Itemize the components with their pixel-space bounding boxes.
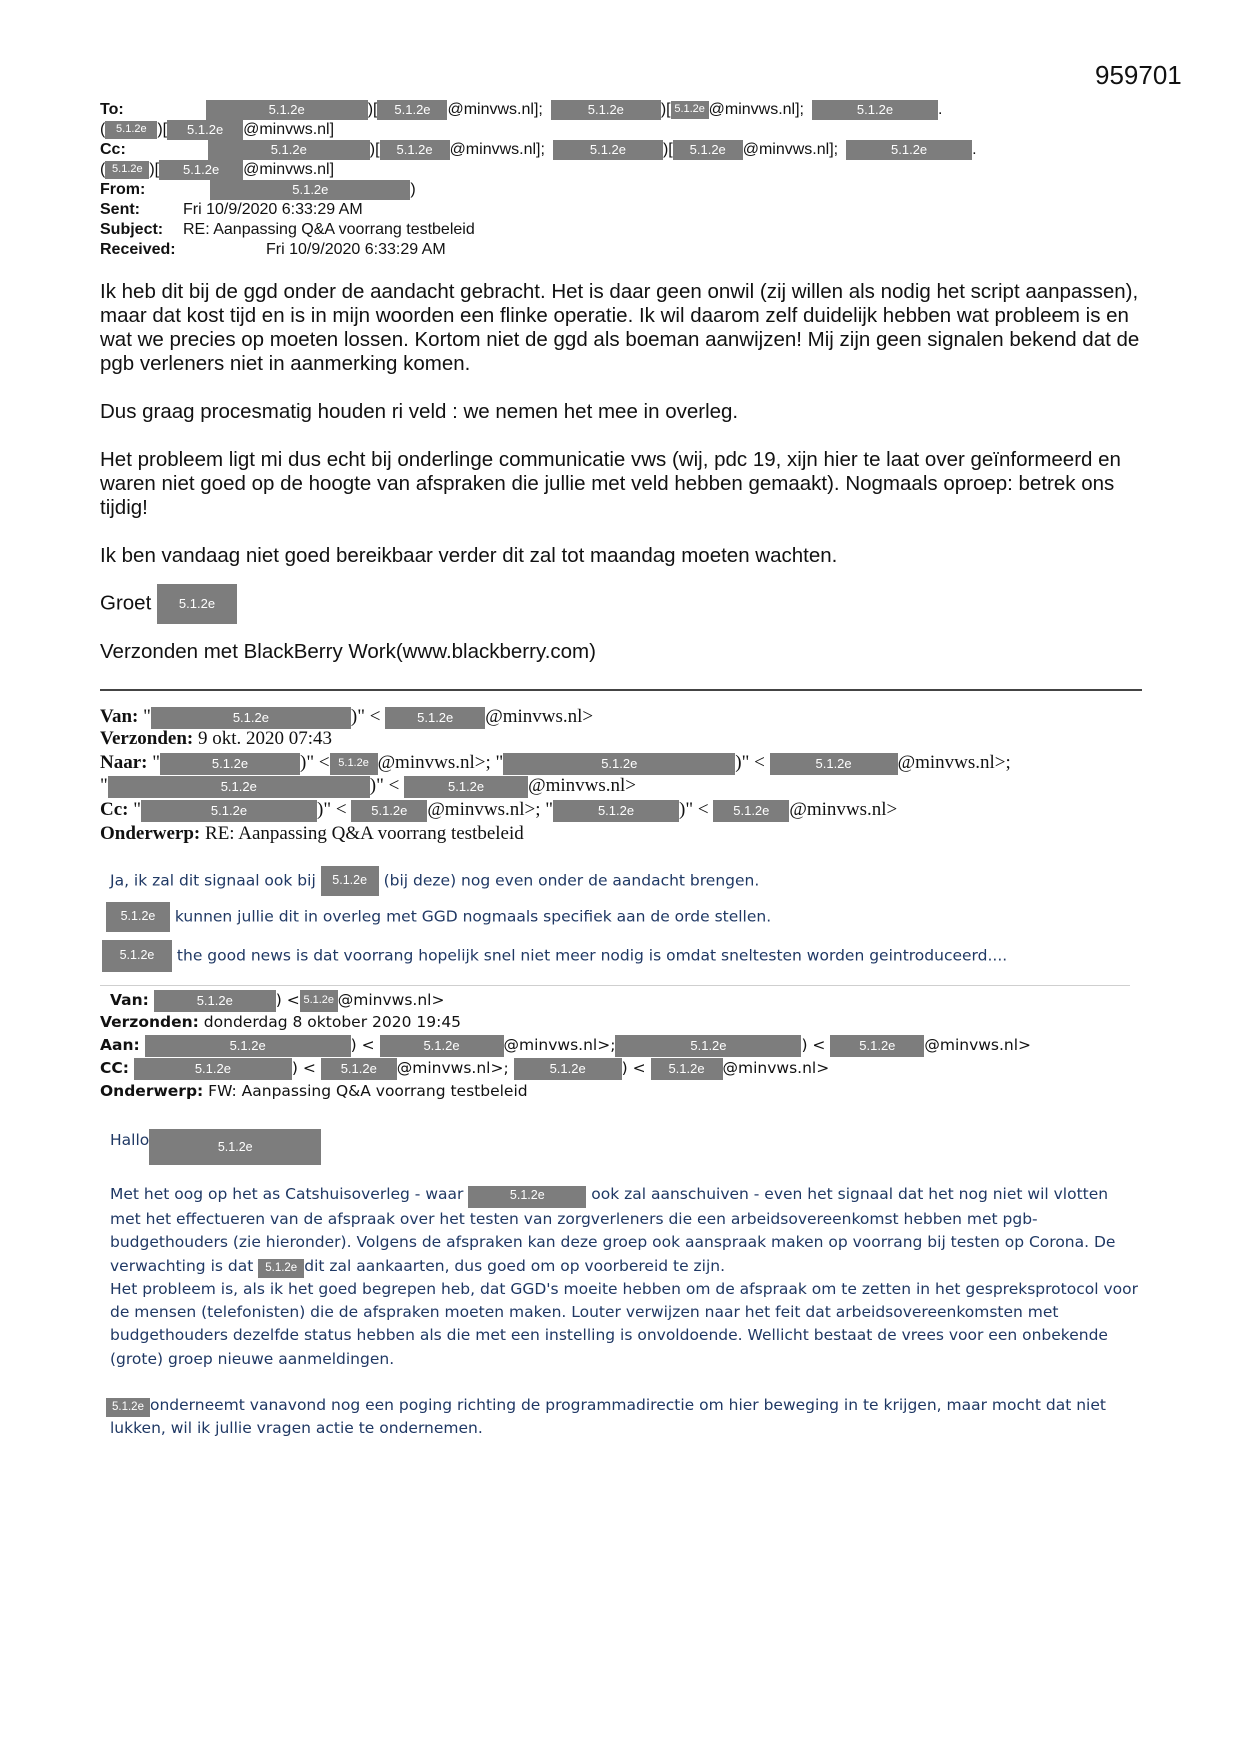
redaction: 5.1.2e bbox=[551, 100, 661, 120]
redaction: 5.1.2e bbox=[105, 121, 157, 139]
redaction: 5.1.2e bbox=[380, 1035, 504, 1057]
redaction: 5.1.2e bbox=[258, 1259, 304, 1278]
redaction: 5.1.2e bbox=[167, 120, 243, 140]
received-line: Received: Fri 10/9/2020 6:33:29 AM bbox=[100, 241, 446, 258]
redaction: 5.1.2e bbox=[404, 776, 528, 798]
email1-paragraph-1: Ik heb dit bij de ggd onder de aandacht gebracht. Het is daar geen onwil (zij willen als nodig het script aanpassen), maar dat kost tijd en is in mijn woorden een flinke operatie. Ik wil daarom zelf duidelijk hebben wat probleem is en wat we precies op moeten lossen. Kortom niet de ggd als boeman aanwijzen! Mij zijn geen signalen bekend dat de pgb verleners niet in aanmerking komen. bbox=[100, 280, 1140, 375]
email3-paragraph-1: Met het oog op het as Catshuisoverleg - waar 5.1.2e ook zal aanschuiven - even het signaal dat het nog niet wil vlotten met het effectueren van de afspraak over het testen van zorgverleners die een arbeidsovereenkomst hebben met pgb-budgethouders (zie hieronder). Volgens de afspraken kan deze groep ook aanspraak maken op voorrang bij testen op Corona. De verwachting is dat 5.1.2e dit zal aankaarten, dus goed om op voorbereid te zijn. Het probleem is, als ik het goed begrepen heb, dat GGD's moeite hebben om de afspraak om te zetten in het gespreksprotocol voor de mensen (telefonisten) die de afspraken moeten maken. Louter verwijzen naar het feit dat arbeidsovereenkomsten met budgethouders dezelfde status hebben als die met een instelling is onvoldoende. Wellicht bestaat de vrees voor een onbekende (grote) groep nieuwe aanmeldingen. bbox=[110, 1185, 1138, 1368]
redaction: 5.1.2e bbox=[149, 1129, 321, 1165]
redaction: 5.1.2e bbox=[713, 800, 789, 822]
verzonden-line: Verzonden: 9 okt. 2020 07:43 bbox=[100, 728, 333, 749]
naar-line-2: " 5.1.2e )" < 5.1.2e @minvws.nl> bbox=[100, 775, 636, 796]
redaction: 5.1.2e bbox=[321, 866, 379, 896]
redaction: 5.1.2e bbox=[208, 140, 370, 160]
redaction: 5.1.2e bbox=[160, 753, 300, 775]
redaction: 5.1.2e bbox=[206, 100, 368, 120]
email2-line-2: 5.1.2e kunnen jullie dit in overleg met GGD nogmaals specifiek aan de orde stellen. bbox=[106, 902, 771, 932]
redaction: 5.1.2e bbox=[106, 902, 170, 932]
redaction: 5.1.2e bbox=[380, 140, 450, 160]
email2-line-3: 5.1.2e the good news is dat voorrang hopelijk snel niet meer nodig is omdat sneltesten worden geintroduceerd.... bbox=[102, 940, 1007, 972]
redaction: 5.1.2e bbox=[300, 990, 338, 1012]
redaction: 5.1.2e bbox=[351, 800, 427, 822]
document-number: 959701 bbox=[1095, 60, 1182, 90]
cc-line: Cc: 5.1.2e )[ 5.1.2e @minvws.nl]; 5.1.2e )[ 5.1.2e @minvws.nl]; 5.1.2e . bbox=[100, 141, 977, 159]
redaction: 5.1.2e bbox=[159, 160, 243, 180]
email2-line-1: Ja, ik zal dit signaal ook bij 5.1.2e (bij deze) nog even onder de aandacht brengen. bbox=[110, 866, 759, 896]
naar-line: Naar: " 5.1.2e )" < 5.1.2e @minvws.nl>; " 5.1.2e )" < 5.1.2e @minvws.nl>; bbox=[100, 752, 1011, 773]
divider bbox=[100, 689, 1142, 691]
redaction: 5.1.2e bbox=[210, 180, 410, 200]
redaction: 5.1.2e bbox=[377, 100, 447, 120]
greeting: Groet 5.1.2e bbox=[100, 584, 237, 624]
from-line: From: 5.1.2e ) bbox=[100, 181, 416, 199]
redaction: 5.1.2e bbox=[154, 990, 276, 1012]
redaction: 5.1.2e bbox=[102, 940, 172, 972]
redaction: 5.1.2e bbox=[830, 1035, 924, 1057]
subject-line: Subject: RE: Aanpassing Q&A voorrang testbeleid bbox=[100, 221, 475, 238]
redaction: 5.1.2e bbox=[553, 140, 663, 160]
email1-paragraph-2: Dus graag procesmatig houden ri veld : we nemen het mee in overleg. bbox=[100, 400, 739, 423]
redaction: 5.1.2e bbox=[770, 753, 898, 775]
verzonden-line-email3: Verzonden: donderdag 8 oktober 2020 19:45 bbox=[100, 1013, 462, 1031]
redaction: 5.1.2e bbox=[151, 707, 351, 729]
redaction: 5.1.2e bbox=[812, 100, 938, 120]
redaction: 5.1.2e bbox=[846, 140, 972, 160]
redaction: 5.1.2e bbox=[145, 1035, 351, 1057]
blackberry-footer: Verzonden met BlackBerry Work(www.blackberry.com) bbox=[100, 640, 596, 663]
redaction: 5.1.2e bbox=[330, 753, 378, 775]
redaction: 5.1.2e bbox=[468, 1186, 586, 1208]
aan-line: Aan: 5.1.2e ) < 5.1.2e @minvws.nl>; 5.1.2e ) < 5.1.2e @minvws.nl> bbox=[100, 1034, 1031, 1056]
van-line: Van: " 5.1.2e )" < 5.1.2e @minvws.nl> bbox=[100, 706, 594, 727]
redaction: 5.1.2e bbox=[514, 1058, 622, 1080]
to-line-2: ( 5.1.2e )[ 5.1.2e @minvws.nl] bbox=[100, 121, 335, 139]
redaction: 5.1.2e bbox=[671, 101, 709, 119]
to-line: To: 5.1.2e )[ 5.1.2e @minvws.nl]; 5.1.2e )[ 5.1.2e @minvws.nl]; 5.1.2e . bbox=[100, 101, 943, 119]
redaction: 5.1.2e bbox=[106, 1398, 150, 1417]
redaction: 5.1.2e bbox=[134, 1058, 292, 1080]
divider bbox=[100, 985, 1130, 986]
hallo-line: Hallo 5.1.2e bbox=[110, 1131, 321, 1165]
email1-paragraph-3: Het probleem ligt mi dus echt bij onderlinge communicatie vws (wij, pdc 19, xijn hier te laat over geïnformeerd en waren niet goed op de hoogte van afspraken die jullie met veld hebben gemaakt). Nogmaals oproep: betrek ons tijdig! bbox=[100, 448, 1121, 519]
redaction: 5.1.2e bbox=[141, 800, 317, 822]
cc-line-email2: Cc: " 5.1.2e )" < 5.1.2e @minvws.nl>; " 5.1.2e )" < 5.1.2e @minvws.nl> bbox=[100, 799, 898, 820]
redaction: 5.1.2e bbox=[108, 776, 370, 798]
cc-line-2: ( 5.1.2e )[ 5.1.2e @minvws.nl] bbox=[100, 161, 335, 179]
email3-paragraph-3: 5.1.2e onderneemt vanavond nog een poging richting de programmadirectie om hier beweging in te krijgen, maar mocht dat niet lukken, wil ik jullie vragen actie te ondernemen. bbox=[110, 1394, 1140, 1441]
onderwerp-line-email3: Onderwerp: FW: Aanpassing Q&A voorrang testbeleid bbox=[100, 1082, 528, 1100]
redaction: 5.1.2e bbox=[105, 161, 149, 179]
redaction: 5.1.2e bbox=[503, 753, 735, 775]
email1-paragraph-4: Ik ben vandaag niet goed bereikbaar verder dit zal tot maandag moeten wachten. bbox=[100, 544, 838, 567]
redaction: 5.1.2e bbox=[651, 1058, 723, 1080]
onderwerp-line: Onderwerp: RE: Aanpassing Q&A voorrang testbeleid bbox=[100, 823, 524, 844]
van-line-email3: Van: 5.1.2e ) < 5.1.2e @minvws.nl> bbox=[100, 989, 444, 1011]
sent-line: Sent: Fri 10/9/2020 6:33:29 AM bbox=[100, 201, 363, 218]
redaction: 5.1.2e bbox=[157, 584, 237, 624]
redaction: 5.1.2e bbox=[615, 1035, 801, 1057]
redaction: 5.1.2e bbox=[321, 1058, 397, 1080]
redaction: 5.1.2e bbox=[673, 140, 743, 160]
redaction: 5.1.2e bbox=[553, 800, 679, 822]
cc-line-email3: CC: 5.1.2e ) < 5.1.2e @minvws.nl>; 5.1.2e ) < 5.1.2e @minvws.nl> bbox=[100, 1057, 829, 1079]
redaction: 5.1.2e bbox=[385, 707, 485, 729]
